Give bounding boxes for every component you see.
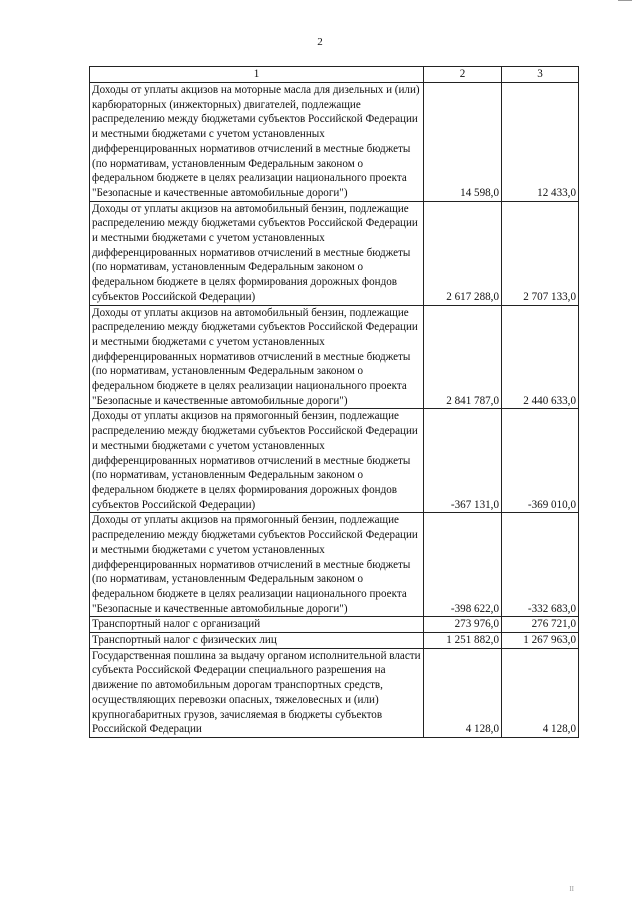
- row-value-col-2: 273 976,0: [424, 617, 502, 633]
- table-row: [90, 617, 579, 633]
- budget-revenue-table: [89, 66, 579, 738]
- row-description: Доходы от уплаты акцизов на автомобильный бензин, подлежащие распределению между бюджетами субъектов Российской Федерации и местными бюджетами с учетом установленных дифференцированных нормативов отчислений в местные бюджеты (по нормативам, установленным Федеральным законом о федеральном бюджете в целях реализации национального проекта "Безопасные и качественные автомобильные дороги"): [90, 305, 424, 409]
- scan-corner-mark: [618, 0, 632, 4]
- header-col-3: 3: [502, 67, 579, 83]
- table-row: [90, 513, 579, 617]
- row-description: Доходы от уплаты акцизов на моторные масла для дизельных и (или) карбюраторных (инжекторных) двигателей, подлежащие распределению между бюджетами субъектов Российской Федерации и местными бюджетами с учетом установленных дифференцированных нормативов отчислений в местные бюджеты (по нормативам, установленным Федеральным законом о федеральном бюджете в целях реализации национального проекта "Безопасные и качественные автомобильные дороги"): [90, 83, 424, 202]
- header-col-1: 1: [90, 67, 424, 83]
- row-description: Доходы от уплаты акцизов на автомобильный бензин, подлежащие распределению между бюджетами субъектов Российской Федерации и местными бюджетами с учетом установленных дифференцированных нормативов отчислений в местные бюджеты (по нормативам, установленным Федеральным законом о федеральном бюджете в целях формирования дорожных фондов субъектов Российской Федерации): [90, 201, 424, 305]
- header-col-2: 2: [424, 67, 502, 83]
- row-value-col-3: 2 440 633,0: [502, 305, 579, 409]
- row-value-col-3: 2 707 133,0: [502, 201, 579, 305]
- row-value-col-3: -369 010,0: [502, 409, 579, 513]
- row-value-col-2: 4 128,0: [424, 648, 502, 737]
- row-description: Транспортный налог с физических лиц: [90, 633, 424, 649]
- row-value-col-3: 276 721,0: [502, 617, 579, 633]
- row-description: Транспортный налог с организаций: [90, 617, 424, 633]
- row-value-col-2: 1 251 882,0: [424, 633, 502, 649]
- row-value-col-2: 2 841 787,0: [424, 305, 502, 409]
- table-row: [90, 648, 579, 737]
- scan-foot-mark: II: [569, 885, 574, 893]
- row-description: Доходы от уплаты акцизов на прямогонный бензин, подлежащие распределению между бюджетами субъектов Российской Федерации и местными бюджетами с учетом установленных дифференцированных нормативов отчислений в местные бюджеты (по нормативам, установленным Федеральным законом о федеральном бюджете в целях формирования дорожных фондов субъектов Российской Федерации): [90, 409, 424, 513]
- row-value-col-3: 12 433,0: [502, 83, 579, 202]
- table-row: [90, 201, 579, 305]
- table-row: [90, 633, 579, 649]
- row-value-col-2: -398 622,0: [424, 513, 502, 617]
- row-description: Государственная пошлина за выдачу органом исполнительной власти субъекта Российской Федерации специального разрешения на движение по автомобильным дорогам транспортных средств, осуществляющих перевозки опасных, тяжеловесных и (или) крупногабаритных грузов, зачисляемая в бюджеты субъектов Российской Федерации: [90, 648, 424, 737]
- page-number: 2: [317, 36, 323, 48]
- row-value-col-2: 2 617 288,0: [424, 201, 502, 305]
- row-value-col-2: 14 598,0: [424, 83, 502, 202]
- table-row: [90, 83, 579, 202]
- table-row: [90, 409, 579, 513]
- row-value-col-2: -367 131,0: [424, 409, 502, 513]
- row-value-col-3: -332 683,0: [502, 513, 579, 617]
- table-row: [90, 305, 579, 409]
- row-description: Доходы от уплаты акцизов на прямогонный бензин, подлежащие распределению между бюджетами субъектов Российской Федерации и местными бюджетами с учетом установленных дифференцированных нормативов отчислений в местные бюджеты (по нормативам, установленным Федеральным законом о федеральном бюджете в целях реализации национального проекта "Безопасные и качественные автомобильные дороги"): [90, 513, 424, 617]
- row-value-col-3: 4 128,0: [502, 648, 579, 737]
- row-value-col-3: 1 267 963,0: [502, 633, 579, 649]
- table-header-row: [90, 67, 579, 83]
